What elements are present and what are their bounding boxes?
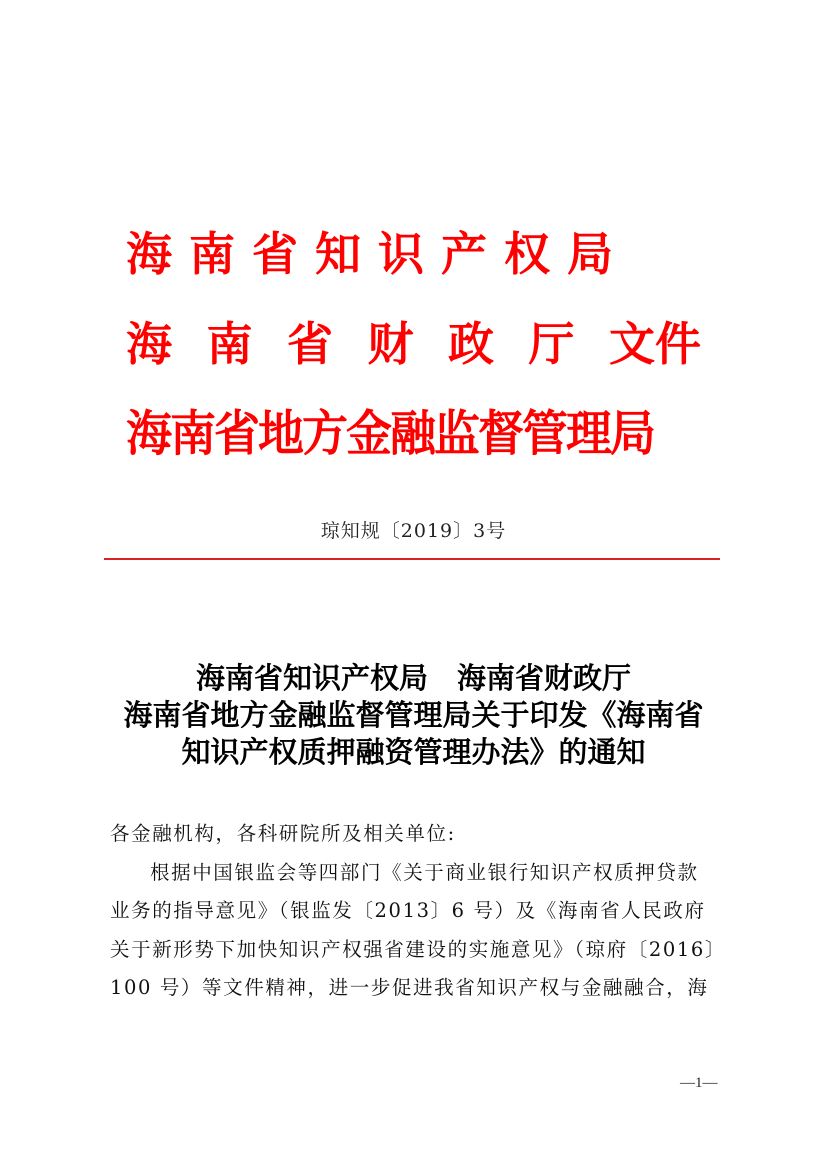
title-line-3: 知识产权质押融资管理办法》的通知 — [181, 735, 646, 769]
paragraph-line: 100 号）等文件精神，进一步促进我省知识产权与金融融合，海 — [110, 976, 709, 999]
title-line-1: 海南省知识产权局 海南省财政厅 — [195, 661, 631, 695]
issuer-header-wenjian: 文件 — [609, 317, 701, 371]
paragraph-line: 根据中国银监会等四部门《关于商业银行知识产权质押贷款 — [150, 860, 699, 884]
paragraph-line: 业务的指导意见》（银监发〔2013〕6 号）及《海南省人民政府 — [110, 899, 706, 922]
title-line-2: 海南省地方金融监督管理局关于印发《海南省 — [123, 698, 704, 732]
issuer-header-line-1: 海南省知识产权局 — [126, 227, 630, 281]
paragraph-line: 关于新形势下加快知识产权强省建设的实施意见》（琼府〔2016〕 — [110, 937, 726, 961]
issuer-header-line-3: 海南省地方金融监督管理局 — [126, 404, 654, 462]
issuer-header-char: 财 — [367, 317, 414, 371]
issuer-header-line-2 — [126, 318, 701, 370]
issuer-header-char: 省 — [287, 317, 333, 371]
issuer-header-char: 政 — [448, 317, 494, 371]
red-divider-rule — [104, 558, 720, 560]
salutation: 各金融机构，各科研院所及相关单位: — [110, 822, 456, 845]
issuer-header-char: 南 — [206, 317, 253, 371]
page-number: —1— — [680, 1075, 718, 1091]
document-number: 琼知规〔2019〕3号 — [320, 520, 507, 542]
issuer-header-char: 海 — [126, 317, 172, 371]
issuer-header-char: 厅 — [528, 317, 575, 371]
document-body — [110, 815, 724, 1008]
document-title — [0, 660, 827, 771]
